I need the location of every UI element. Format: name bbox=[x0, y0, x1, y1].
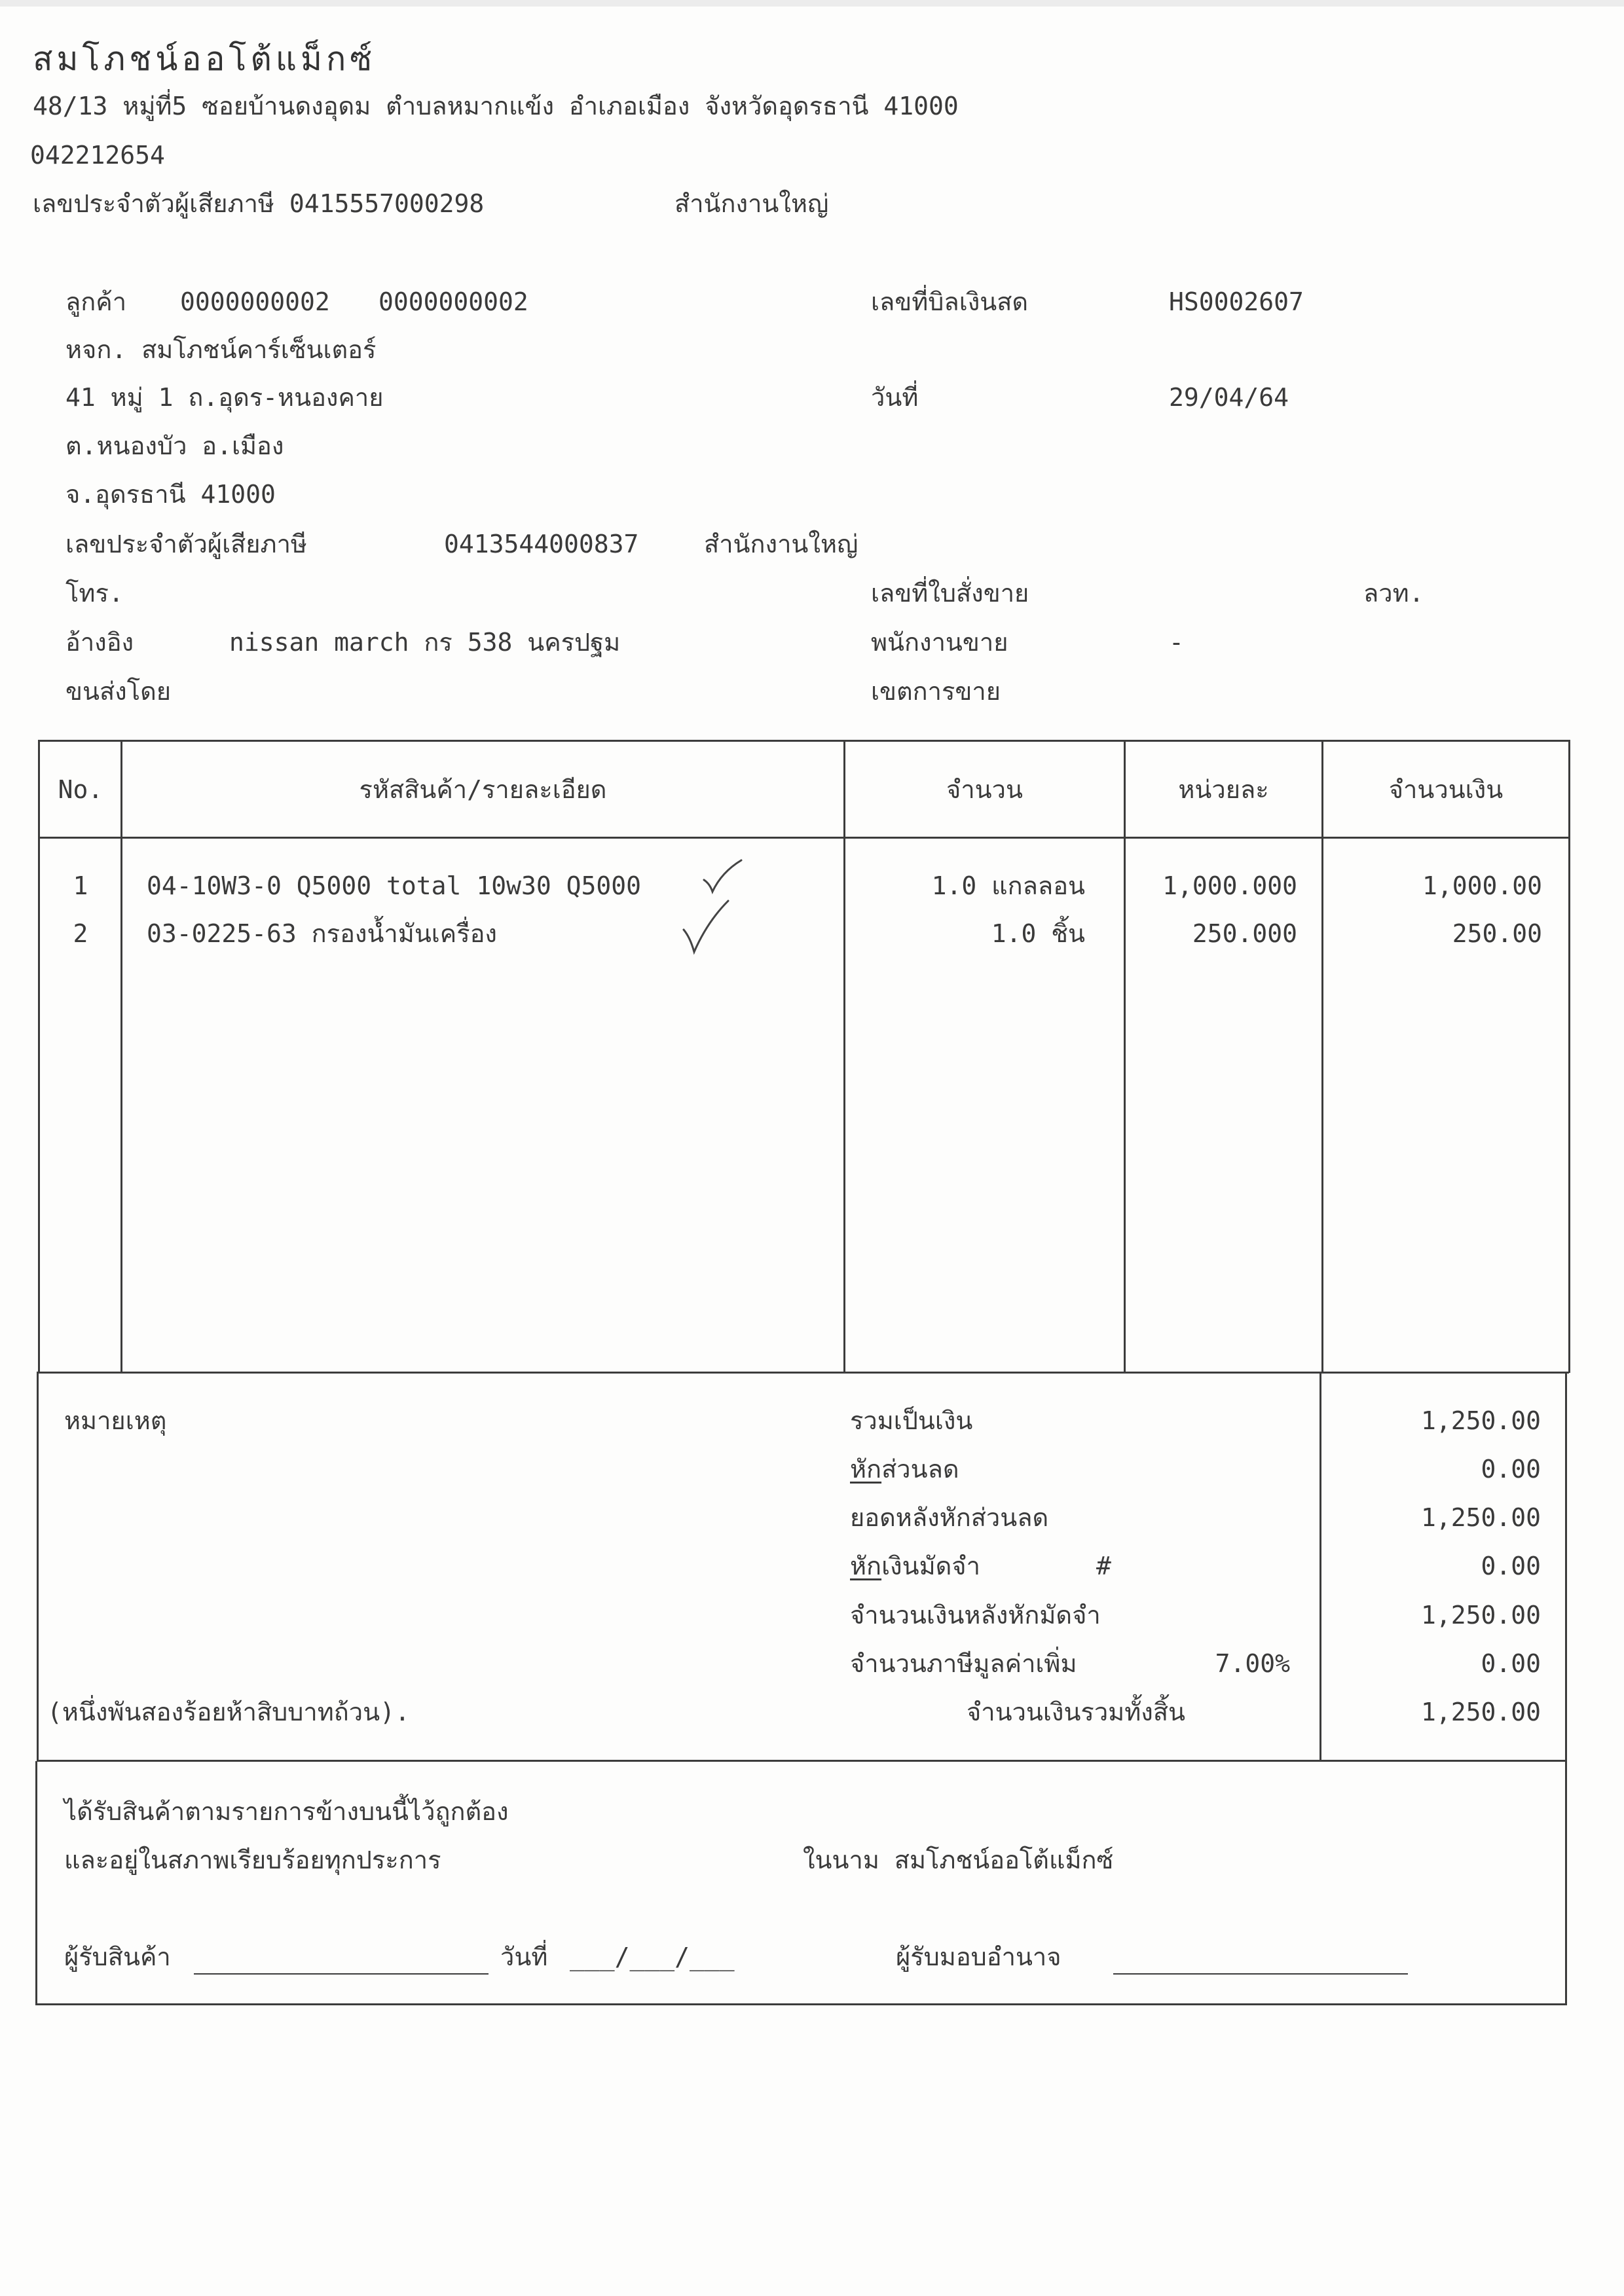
on-behalf-of: ในนาม สมโภชน์ออโต้แม็กซ์ bbox=[803, 1846, 1114, 1874]
header-amount: จำนวนเงิน bbox=[1388, 775, 1504, 804]
authorized-label: ผู้รับมอบอำนาจ bbox=[896, 1942, 1061, 1971]
company-phone: 042212654 bbox=[30, 141, 165, 170]
bill-no-value: HS0002607 bbox=[1169, 287, 1304, 316]
checkmark-icon bbox=[680, 898, 732, 957]
vat-value: 0.00 bbox=[1481, 1649, 1541, 1678]
salesperson-value: - bbox=[1169, 628, 1184, 657]
receive-date-blank: ___/___/___ bbox=[570, 1942, 735, 1971]
sales-order-value: ลวท. bbox=[1363, 579, 1424, 608]
row-unit-price: 1,000.000 bbox=[1162, 871, 1297, 900]
scan-edge bbox=[0, 0, 1624, 7]
checkmark-icon bbox=[701, 858, 747, 897]
deposit-mark: # bbox=[1096, 1552, 1111, 1580]
reference-label: อ้างอิง bbox=[65, 628, 134, 657]
reference-value: nissan march กร 538 นครปฐม bbox=[229, 628, 621, 657]
grand-total-value: 1,250.00 bbox=[1420, 1698, 1541, 1726]
received-note-2: และอยู่ในสภาพเรียบร้อยทุกประการ bbox=[64, 1846, 441, 1874]
bill-date-value: 29/04/64 bbox=[1169, 383, 1289, 412]
company-branch: สำนักงานใหญ่ bbox=[674, 189, 829, 218]
salesperson-label: พนักงานขาย bbox=[871, 628, 1008, 657]
row-amount: 1,000.00 bbox=[1422, 871, 1542, 900]
customer-branch: สำนักงานใหญ่ bbox=[704, 530, 858, 558]
row-amount: 250.00 bbox=[1452, 919, 1542, 948]
header-quantity: จำนวน bbox=[946, 775, 1023, 804]
customer-address-2: ต.หนองบัว อ.เมือง bbox=[65, 431, 284, 460]
receive-date-label: วันที่ bbox=[500, 1942, 548, 1971]
vat-label: จำนวนภาษีมูลค่าเพิ่ม bbox=[850, 1649, 1077, 1678]
vat-rate: 7.00% bbox=[1215, 1649, 1290, 1678]
row-description: 04-10W3-0 Q5000 total 10w30 Q5000 bbox=[147, 871, 641, 900]
customer-name: หจก. สมโภชน์คาร์เซ็นเตอร์ bbox=[65, 335, 377, 364]
customer-tax-label: เลขประจำตัวผู้เสียภาษี bbox=[65, 530, 307, 558]
deposit-value: 0.00 bbox=[1481, 1552, 1541, 1580]
customer-address-1: 41 หมู่ 1 ถ.อุดร-หนองคาย bbox=[65, 383, 384, 412]
customer-tax-id: 0413544000837 bbox=[444, 530, 639, 558]
sales-order-label: เลขที่ใบสั่งขาย bbox=[871, 579, 1029, 608]
amount-in-words: (หนึ่งพันสองร้อยห้าสิบบาทถ้วน). bbox=[47, 1698, 410, 1726]
bill-no-label: เลขที่บิลเงินสด bbox=[871, 287, 1029, 316]
shipping-label: ขนส่งโดย bbox=[65, 677, 172, 706]
company-address: 48/13 หมู่ที่5 ซอยบ้านดงอุดม ตำบลหมากแข้ง อำเภอเมือง จังหวัดอุดรธานี 41000 bbox=[33, 92, 959, 120]
row-unit-price: 250.000 bbox=[1192, 919, 1297, 948]
bill-date-label: วันที่ bbox=[871, 383, 919, 412]
receiver-signature-line bbox=[194, 1973, 489, 1975]
sales-area-label: เขตการขาย bbox=[871, 677, 1001, 706]
discount-value: 0.00 bbox=[1481, 1455, 1541, 1484]
row-no: 1 bbox=[73, 871, 88, 900]
after-deposit-value: 1,250.00 bbox=[1420, 1601, 1541, 1630]
company-name: สมโภชน์ออโต้แม็กซ์ bbox=[33, 40, 377, 78]
header-no: No. bbox=[58, 775, 103, 804]
row-quantity: 1.0 ชิ้น bbox=[991, 919, 1085, 948]
received-note-1: ได้รับสินค้าตามรายการข้างบนนี้ไว้ถูกต้อง bbox=[64, 1797, 509, 1826]
discount-label: หักส่วนลด bbox=[850, 1455, 959, 1484]
grand-total-label: จำนวนเงินรวมทั้งสิ้น bbox=[967, 1698, 1185, 1726]
row-description: 03-0225-63 กรองน้ำมันเครื่อง bbox=[147, 919, 497, 948]
row-no: 2 bbox=[73, 919, 88, 948]
after-discount-label: ยอดหลังหักส่วนลด bbox=[850, 1503, 1049, 1532]
row-quantity: 1.0 แกลลอน bbox=[931, 871, 1085, 900]
authorized-signature-line bbox=[1113, 1973, 1408, 1975]
header-unit-price: หน่วยละ bbox=[1178, 775, 1269, 804]
after-deposit-label: จำนวนเงินหลังหักมัดจำ bbox=[850, 1601, 1101, 1630]
subtotal-value: 1,250.00 bbox=[1420, 1406, 1541, 1435]
customer-address-3: จ.อุดรธานี 41000 bbox=[65, 480, 276, 509]
customer-label: ลูกค้า bbox=[65, 287, 127, 316]
receiver-label: ผู้รับสินค้า bbox=[64, 1942, 171, 1971]
company-tax-id: เลขประจำตัวผู้เสียภาษี 0415557000298 bbox=[33, 189, 485, 218]
deposit-label: หักเงินมัดจำ bbox=[850, 1552, 980, 1580]
header-description: รหัสสินค้า/รายละเอียด bbox=[359, 775, 607, 804]
after-discount-value: 1,250.00 bbox=[1420, 1503, 1541, 1532]
remark-label: หมายเหตุ bbox=[64, 1406, 167, 1435]
customer-phone-label: โทร. bbox=[65, 579, 124, 608]
customer-code-1: 0000000002 bbox=[180, 287, 330, 316]
subtotal-label: รวมเป็นเงิน bbox=[850, 1406, 973, 1435]
customer-code-2: 0000000002 bbox=[378, 287, 528, 316]
